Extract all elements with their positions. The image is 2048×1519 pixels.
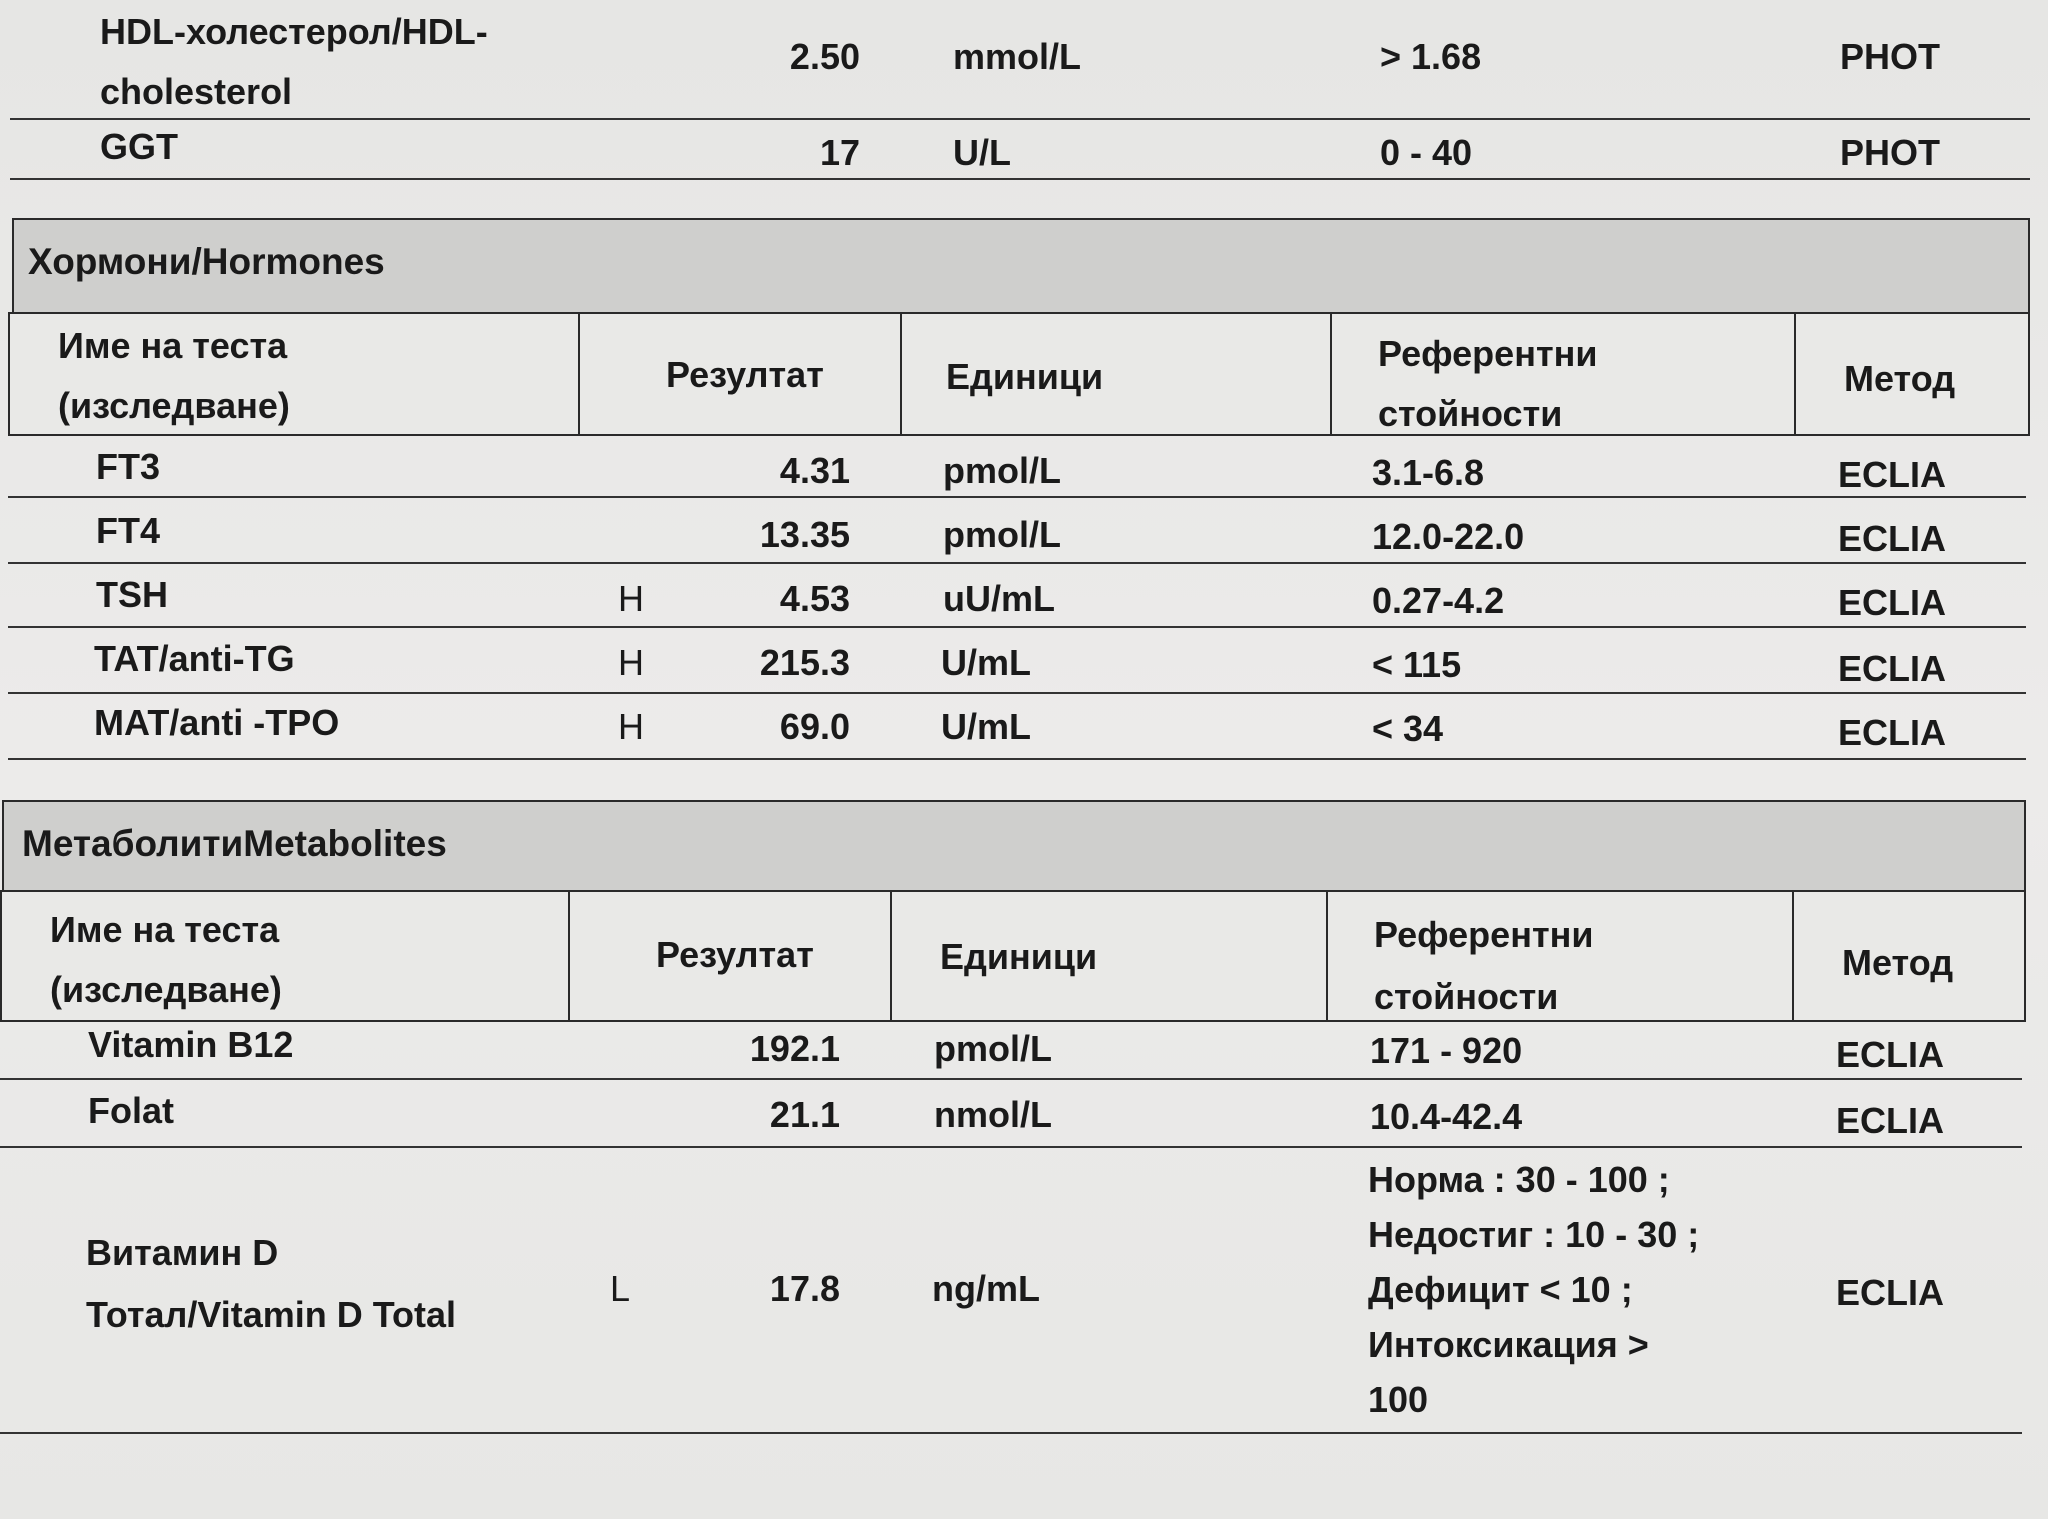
row-divider bbox=[8, 626, 2026, 628]
table-header-metabolites bbox=[0, 890, 2026, 1022]
column-divider bbox=[1330, 314, 1332, 434]
section-title: Хормони/Hormones bbox=[28, 241, 385, 282]
header-name: Име на теста (изследване) bbox=[50, 909, 282, 1010]
table-row-result: 4.53 bbox=[779, 578, 850, 619]
header-ref: Референтни стойности bbox=[1378, 333, 1598, 434]
table-row-result: 21.1 bbox=[769, 1094, 840, 1135]
table-row-name: TAT/anti-TG bbox=[94, 638, 295, 679]
column-divider bbox=[578, 314, 580, 434]
row-method: PHOT bbox=[1840, 36, 1941, 77]
table-row-ref: 171 - 920 bbox=[1370, 1030, 1523, 1071]
header-name: Име на теста (изследване) bbox=[58, 325, 290, 426]
section-band-hormones bbox=[12, 218, 2030, 316]
header-units: Единици bbox=[946, 356, 1104, 397]
table-row-name: Vitamin B12 bbox=[88, 1024, 294, 1065]
table-row-ref: < 115 bbox=[1372, 644, 1462, 685]
row-divider bbox=[10, 118, 2030, 120]
row-units: mmol/L bbox=[953, 36, 1082, 77]
header-ref: Референтни стойности bbox=[1374, 914, 1594, 1017]
row-result: 2.50 bbox=[789, 36, 860, 77]
table-row-ref: 10.4-42.4 bbox=[1370, 1096, 1523, 1137]
table-row-name: FT3 bbox=[96, 446, 161, 487]
table-row-result: 13.35 bbox=[759, 514, 850, 555]
table-row-ref: Норма : 30 - 100 ; Недостиг : 10 - 30 ; Дефицит < 10 ; Интоксикация > 100 bbox=[1368, 1159, 1700, 1420]
column-divider bbox=[1792, 892, 1794, 1020]
table-row-flag: L bbox=[610, 1268, 631, 1309]
row-divider bbox=[0, 1146, 2022, 1148]
table-row-method: ECLIA bbox=[1836, 1100, 1944, 1141]
header-units: Единици bbox=[940, 936, 1098, 977]
table-row-method: ECLIA bbox=[1838, 648, 1946, 689]
table-row-method: ECLIA bbox=[1838, 518, 1946, 559]
column-divider bbox=[1326, 892, 1328, 1020]
table-row-units: ng/mL bbox=[932, 1268, 1040, 1309]
table-row-flag: H bbox=[618, 642, 644, 683]
table-row-result: 69.0 bbox=[779, 706, 850, 747]
table-row-name: Folat bbox=[88, 1090, 174, 1131]
column-divider bbox=[1794, 314, 1796, 434]
table-row-name: MAT/anti -TPO bbox=[94, 702, 340, 743]
row-name: GGT bbox=[100, 126, 178, 167]
table-row-units: pmol/L bbox=[943, 514, 1061, 555]
table-row-ref: 0.27-4.2 bbox=[1372, 580, 1505, 621]
table-row-method: ECLIA bbox=[1836, 1034, 1944, 1075]
row-divider bbox=[8, 496, 2026, 498]
table-row-units: U/mL bbox=[941, 706, 1031, 747]
table-row-name: FT4 bbox=[96, 510, 161, 551]
header-result: Резултат bbox=[656, 934, 814, 975]
header-result: Резултат bbox=[666, 354, 824, 395]
row-divider bbox=[8, 562, 2026, 564]
table-row-method: ECLIA bbox=[1836, 1272, 1944, 1313]
table-row-units: U/mL bbox=[941, 642, 1031, 683]
row-divider bbox=[8, 692, 2026, 694]
row-units: U/L bbox=[953, 132, 1011, 173]
section-title: МетаболитиMetabolites bbox=[22, 823, 447, 864]
table-row-method: ECLIA bbox=[1838, 582, 1946, 623]
column-divider bbox=[890, 892, 892, 1020]
header-method: Метод bbox=[1844, 358, 1956, 399]
table-row-flag: H bbox=[618, 578, 644, 619]
table-row-result: 17.8 bbox=[769, 1268, 840, 1309]
table-row-units: uU/mL bbox=[943, 578, 1055, 619]
header-method: Метод bbox=[1842, 942, 1954, 983]
table-row-name: TSH bbox=[96, 574, 168, 615]
table-row-units: pmol/L bbox=[943, 450, 1061, 491]
table-row-units: pmol/L bbox=[934, 1028, 1052, 1069]
column-divider bbox=[568, 892, 570, 1020]
table-row-ref: 3.1-6.8 bbox=[1372, 452, 1485, 493]
table-row-ref: < 34 bbox=[1372, 708, 1444, 749]
row-divider bbox=[0, 1078, 2022, 1080]
table-row-ref: 12.0-22.0 bbox=[1372, 516, 1525, 557]
table-row-result: 192.1 bbox=[749, 1028, 840, 1069]
column-divider bbox=[900, 314, 902, 434]
row-divider bbox=[8, 758, 2026, 760]
row-ref: 0 - 40 bbox=[1380, 132, 1473, 173]
table-row-flag: H bbox=[618, 706, 644, 747]
table-row-name: Витамин D Тотал/Vitamin D Total bbox=[86, 1232, 457, 1335]
row-ref: > 1.68 bbox=[1380, 36, 1482, 77]
row-result: 17 bbox=[819, 132, 860, 173]
table-row-result: 4.31 bbox=[779, 450, 850, 491]
row-name: HDL-холестерол/HDL- cholesterol bbox=[100, 11, 488, 112]
section-band-metabolites bbox=[2, 800, 2026, 896]
row-divider bbox=[10, 178, 2030, 180]
row-divider bbox=[0, 1432, 2022, 1434]
table-row-result: 215.3 bbox=[759, 642, 850, 683]
row-method: PHOT bbox=[1840, 132, 1941, 173]
table-header-hormones bbox=[8, 312, 2030, 436]
table-row-method: ECLIA bbox=[1838, 454, 1946, 495]
table-row-units: nmol/L bbox=[934, 1094, 1052, 1135]
table-row-method: ECLIA bbox=[1838, 712, 1946, 753]
